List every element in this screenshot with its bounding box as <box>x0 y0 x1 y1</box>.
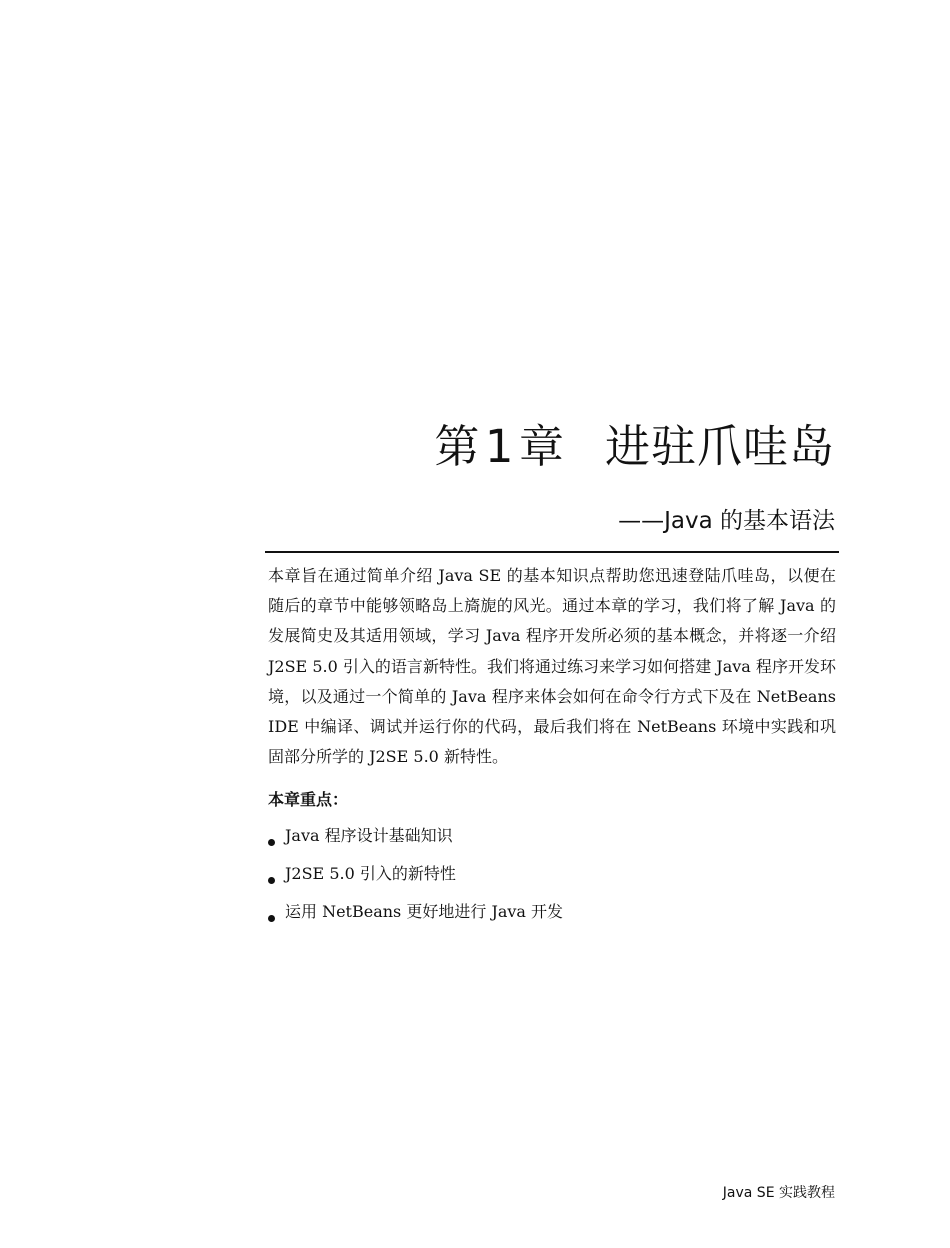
chapter-subtitle: ——Java 的基本语法 <box>618 508 835 534</box>
key-points-heading: 本章重点： <box>268 790 349 810</box>
intro-paragraph: 本章旨在通过简单介绍 Java SE 的基本知识点帮助您迅速登陆爪哇岛，以便在随后的章节中能够领略岛上旖旎的风光。通过本章的学习，我们将了解 Java 的发展简史及其适用领域，学习 Java 程序开发所必须的基本概念，并将逐一介绍 J2SE 5.0 引入的语言新特性。我们将通过练习来学习如何搭建 Java 程序开发环境，以及通过一个简单的 Java 程序来体会如何在命令行方式下及在 NetBeans IDE 中编译、调试并运行你的代码，最后我们将在 NetBeans 环境中实践和巩固部分所学的 J2SE 5.0 新特性。 <box>268 566 836 767</box>
chapter-name: 进驻爪哇岛 <box>604 420 835 473</box>
key-point-text: J2SE 5.0 引入的新特性 <box>285 864 456 884</box>
bullet-icon <box>268 915 275 922</box>
key-points-list <box>268 822 836 936</box>
chapter-intro-section <box>268 561 836 936</box>
chapter-title <box>434 420 835 473</box>
chapter-prefix: 第 <box>434 420 481 473</box>
key-point-text: Java 程序设计基础知识 <box>285 826 453 846</box>
chapter-suffix: 章 <box>518 420 565 473</box>
list-item <box>268 822 836 860</box>
bullet-icon <box>268 877 275 884</box>
key-point-text: 运用 NetBeans 更好地进行 Java 开发 <box>285 902 564 922</box>
list-item <box>268 860 836 898</box>
list-item <box>268 898 836 936</box>
title-divider <box>265 551 839 553</box>
bullet-icon <box>268 839 275 846</box>
running-footer: Java SE 实践教程 <box>722 1185 835 1201</box>
chapter-number: 1 <box>484 420 515 473</box>
